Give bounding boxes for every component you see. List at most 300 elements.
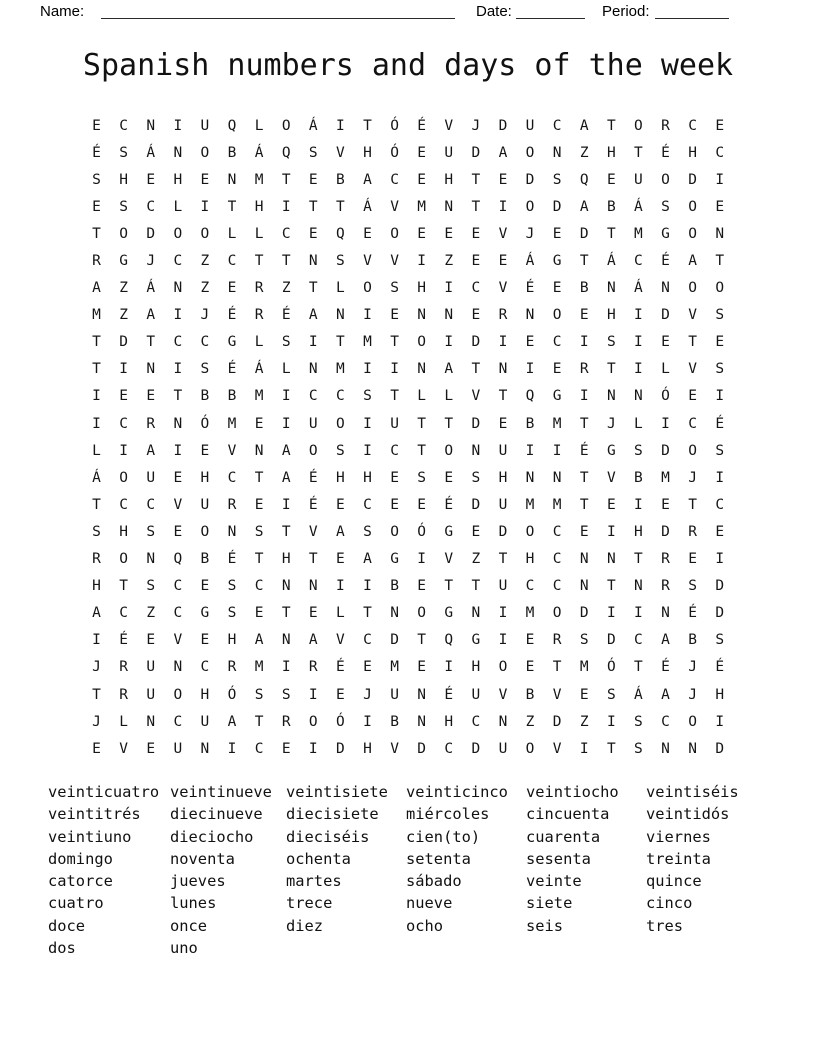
grid-letter: I [634,334,643,351]
grid-letter: R [498,307,508,324]
grid-letter: O [200,225,210,242]
grid-letter: T [715,253,725,270]
grid-letter: E [254,415,264,432]
grid-letter: O [552,605,562,622]
grid-letter: N [227,523,237,540]
grid-letter: I [634,605,643,622]
grid-letter: E [200,442,210,459]
grid-letter: H [634,523,643,540]
grid-letter: É [417,117,427,134]
grid-letter: A [363,551,372,568]
grid-letter: N [661,605,670,622]
grid-letter: E [173,469,183,486]
grid-letter: T [471,578,481,595]
grid-letter: M [254,388,264,405]
grid-letter: E [92,198,101,215]
word-list-item: veintidós [646,805,730,824]
grid-letter: L [254,225,264,242]
grid-letter: E [417,171,427,188]
grid-letter: R [146,415,156,432]
grid-letter: G [552,388,562,405]
grid-letter: Ó [390,117,399,134]
word-list-item: veinticinco [406,783,508,801]
word-list-item: cuatro [48,894,104,913]
grid-letter: B [525,686,535,703]
grid-letter: E [444,225,454,242]
grid-letter: R [254,280,264,297]
grid-letter: S [146,578,156,595]
grid-letter: C [363,632,372,649]
grid-letter: I [525,361,535,378]
grid-letter: N [498,713,508,730]
grid-letter: E [146,171,156,188]
grid-letter: I [715,171,725,188]
grid-letter: É [525,280,535,297]
grid-letter: E [579,686,589,703]
grid-letter: C [363,496,372,513]
grid-letter: T [92,496,101,513]
grid-letter: E [417,659,427,676]
grid-letter: C [661,713,670,730]
word-list-item: doce [48,916,86,935]
grid-letter: B [634,469,643,486]
grid-letter: B [525,415,535,432]
grid-letter: A [688,253,697,270]
grid-letter: B [200,388,210,405]
grid-letter: A [498,144,508,161]
grid-letter: T [471,361,481,378]
grid-letter: V [444,551,454,568]
grid-letter: N [146,361,156,378]
grid-letter: U [498,496,508,513]
grid-letter: C [634,632,643,649]
grid-letter: E [417,225,427,242]
grid-letter: V [173,632,183,649]
grid-letter: M [525,496,535,513]
grid-letter: I [281,659,291,676]
grid-letter: T [390,388,399,405]
grid-letter: N [688,740,697,757]
grid-letter: C [254,740,264,757]
grid-letter: U [146,686,156,703]
grid-letter: J [146,253,156,270]
grid-letter: O [444,442,454,459]
grid-letter: L [661,361,670,378]
grid-letter: S [417,469,427,486]
grid-letter: N [661,280,670,297]
grid-letter: S [308,144,318,161]
grid-letter: E [227,280,237,297]
grid-letter: T [336,198,345,215]
grid-letter: T [308,198,318,215]
word-search-grid [83,112,733,762]
grid-letter: S [552,171,562,188]
grid-letter: E [363,225,372,242]
grid-letter: M [227,415,237,432]
grid-letter: H [606,307,616,324]
grid-letter: H [525,551,535,568]
grid-letter: E [417,578,427,595]
grid-letter: N [281,632,291,649]
grid-letter: E [715,334,725,351]
grid-letter: R [227,496,237,513]
grid-letter: N [146,713,156,730]
grid-letter: O [525,198,535,215]
grid-letter: L [417,388,427,405]
grid-letter: I [444,659,454,676]
grid-letter: E [525,659,535,676]
grid-letter: M [525,605,535,622]
grid-letter: H [92,578,101,595]
grid-letter: O [688,280,697,297]
grid-letter: C [227,253,237,270]
grid-letter: Ó [390,144,399,161]
grid-letter: T [92,225,101,242]
word-list-item: cincuenta [526,805,610,824]
grid-letter: C [254,578,264,595]
word-list-item: ochenta [286,849,351,868]
grid-letter: C [173,713,183,730]
grid-letter: Á [92,469,101,486]
grid-letter: I [173,442,183,459]
grid-letter: T [417,442,427,459]
grid-letter: I [281,198,291,215]
grid-letter: Á [606,253,616,270]
grid-letter: R [661,117,670,134]
grid-letter: I [92,415,101,432]
grid-letter: Á [634,280,643,297]
grid-letter: N [444,198,454,215]
grid-letter: I [498,198,508,215]
grid-letter: H [254,198,264,215]
grid-letter: N [715,225,725,242]
grid-letter: E [471,253,481,270]
grid-letter: E [254,605,264,622]
grid-letter: M [634,225,643,242]
grid-letter: T [254,253,264,270]
grid-letter: É [227,307,237,324]
grid-letter: G [200,605,210,622]
grid-letter: H [200,469,210,486]
grid-letter: N [390,605,399,622]
grid-letter: E [661,334,670,351]
grid-letter: S [200,361,210,378]
grid-letter: E [146,740,156,757]
grid-letter: I [634,361,643,378]
grid-letter: É [444,686,454,703]
grid-letter: É [308,496,318,513]
grid-letter: J [688,469,697,486]
grid-letter: É [444,496,454,513]
grid-letter: T [92,686,101,703]
grid-letter: O [525,740,535,757]
grid-letter: U [200,496,210,513]
grid-letter: H [119,523,128,540]
word-list-item: martes [286,872,342,891]
grid-letter: E [390,496,399,513]
grid-letter: G [390,551,399,568]
grid-letter: A [227,713,237,730]
grid-letter: E [579,307,589,324]
grid-letter: I [363,415,372,432]
grid-letter: E [688,551,697,568]
grid-letter: I [498,334,508,351]
grid-letter: N [498,361,508,378]
grid-letter: V [119,740,128,757]
period-label: Period: [602,3,650,20]
grid-letter: E [200,632,210,649]
grid-letter: E [444,469,454,486]
grid-letter: A [146,442,156,459]
grid-letter: I [281,496,291,513]
grid-letter: V [390,740,399,757]
grid-letter: E [552,225,562,242]
grid-letter: U [634,171,643,188]
grid-letter: I [336,117,345,134]
grid-letter: D [471,415,481,432]
grid-letter: E [417,496,427,513]
word-list-item: diecisiete [286,805,379,824]
word-list-column [406,781,508,937]
word-list-item: treinta [646,849,711,868]
grid-letter: O [390,225,399,242]
grid-letter: N [417,361,427,378]
grid-letter: U [200,713,210,730]
grid-letter: T [444,578,454,595]
grid-letter: S [119,198,128,215]
grid-letter: N [308,578,318,595]
grid-letter: J [471,117,481,134]
grid-letter: I [363,442,372,459]
word-list-item: seis [526,916,564,935]
grid-letter: C [336,388,345,405]
grid-letter: T [634,551,643,568]
grid-letter: N [173,280,183,297]
grid-letter: B [688,632,697,649]
grid-letter: H [119,171,128,188]
grid-letter: Á [254,361,264,378]
grid-letter: I [119,442,128,459]
grid-letter: C [119,605,128,622]
grid-letter: C [552,578,562,595]
grid-letter: J [363,686,372,703]
grid-letter: T [336,334,345,351]
grid-letter: T [308,280,318,297]
grid-letter: É [119,632,128,649]
grid-letter: G [227,334,237,351]
grid-letter: O [173,225,183,242]
grid-letter: Á [363,198,372,215]
grid-letter: N [417,686,427,703]
grid-letter: T [308,551,318,568]
grid-letter: J [525,225,535,242]
grid-letter: D [606,632,616,649]
grid-letter: M [417,198,427,215]
grid-letter: Q [525,388,535,405]
grid-letter: O [688,225,697,242]
grid-letter: C [227,469,237,486]
grid-letter: N [173,415,183,432]
grid-letter: I [200,198,210,215]
grid-letter: C [173,578,183,595]
grid-letter: Ó [606,659,616,676]
grid-letter: O [688,198,697,215]
grid-letter: V [688,361,697,378]
grid-letter: D [661,523,670,540]
grid-letter: H [227,632,237,649]
grid-letter: U [390,686,399,703]
grid-letter: E [336,496,345,513]
grid-letter: N [661,740,670,757]
grid-letter: T [254,469,264,486]
grid-letter: T [363,605,372,622]
grid-letter: O [417,605,427,622]
grid-letter: D [146,225,156,242]
word-list-column [48,781,159,959]
grid-letter: G [444,605,454,622]
grid-letter: A [336,523,345,540]
word-list-item: veintitrés [48,805,141,824]
grid-letter: V [606,469,616,486]
grid-letter: I [417,551,427,568]
grid-letter: L [281,361,291,378]
grid-letter: É [661,659,670,676]
grid-letter: D [525,171,535,188]
grid-letter: V [552,740,562,757]
grid-letter: E [173,523,183,540]
grid-letter: T [444,415,454,432]
grid-letter: U [444,144,454,161]
grid-letter: O [552,307,562,324]
word-list-item: tres [646,916,684,935]
grid-letter: D [471,334,481,351]
grid-letter: O [173,686,183,703]
grid-letter: E [525,334,535,351]
grid-letter: V [227,442,237,459]
grid-letter: S [661,198,670,215]
grid-letter: S [634,740,643,757]
grid-letter: H [471,659,481,676]
grid-letter: É [661,144,670,161]
grid-letter: S [390,280,399,297]
grid-letter: V [471,388,481,405]
grid-letter: T [579,253,589,270]
word-list-item: veintiséis [646,783,739,801]
word-list-item: veinte [526,872,582,891]
grid-letter: H [173,171,183,188]
grid-letter: Ó [661,388,670,405]
grid-letter: O [281,117,291,134]
grid-letter: Z [444,253,454,270]
grid-letter: S [363,388,372,405]
grid-letter: O [634,117,643,134]
grid-letter: D [579,225,589,242]
grid-letter: S [688,578,697,595]
grid-letter: C [715,144,725,161]
worksheet-header [0,3,816,25]
grid-letter: I [498,632,508,649]
grid-letter: B [336,171,345,188]
grid-letter: D [336,740,345,757]
grid-letter: I [444,280,454,297]
grid-letter: O [525,144,535,161]
grid-letter: O [200,144,210,161]
grid-letter: B [200,551,210,568]
word-list-item: diez [286,916,324,935]
grid-letter: Z [119,307,128,324]
grid-letter: I [715,469,725,486]
grid-letter: E [146,388,156,405]
grid-letter: R [119,686,128,703]
grid-letter: B [390,713,399,730]
grid-letter: R [661,551,670,568]
grid-letter: S [606,334,616,351]
grid-letter: Z [200,280,210,297]
grid-letter: L [634,415,643,432]
word-list-item: siete [526,894,573,913]
grid-letter: T [498,388,508,405]
grid-letter: T [254,551,264,568]
grid-letter: N [308,253,318,270]
grid-letter: S [634,442,643,459]
grid-letter: N [146,117,156,134]
word-list-column [526,781,619,937]
grid-letter: R [119,659,128,676]
grid-letter: N [281,578,291,595]
word-list-item: veintinueve [170,783,272,801]
grid-letter: A [146,307,156,324]
grid-letter: E [146,632,156,649]
grid-letter: N [146,551,156,568]
grid-letter: C [200,334,210,351]
grid-letter: V [498,686,508,703]
word-list-item: cien(to) [406,827,481,846]
grid-letter: M [390,659,399,676]
grid-letter: N [552,469,562,486]
grid-letter: É [688,605,697,622]
grid-letter: O [308,442,318,459]
grid-letter: S [119,144,128,161]
grid-letter: A [661,686,670,703]
grid-letter: H [498,469,508,486]
grid-letter: M [661,469,670,486]
grid-letter: U [146,469,156,486]
grid-letter: V [390,253,399,270]
grid-letter: C [471,713,481,730]
grid-letter: O [363,280,372,297]
grid-letter: D [471,496,481,513]
grid-letter: U [200,117,210,134]
grid-letter: I [552,442,562,459]
grid-letter: E [363,659,372,676]
grid-letter: R [227,659,237,676]
grid-letter: U [146,659,156,676]
grid-letter: E [417,144,427,161]
grid-letter: É [92,144,101,161]
grid-letter: I [390,361,399,378]
grid-letter: E [336,551,345,568]
grid-letter: Á [525,253,535,270]
grid-letter: U [390,415,399,432]
grid-letter: D [661,307,670,324]
grid-letter: É [227,361,237,378]
grid-letter: R [281,713,291,730]
grid-letter: E [92,740,101,757]
grid-letter: C [173,605,183,622]
word-list-item: viernes [646,827,711,846]
grid-letter: E [661,496,670,513]
grid-letter: H [281,551,291,568]
